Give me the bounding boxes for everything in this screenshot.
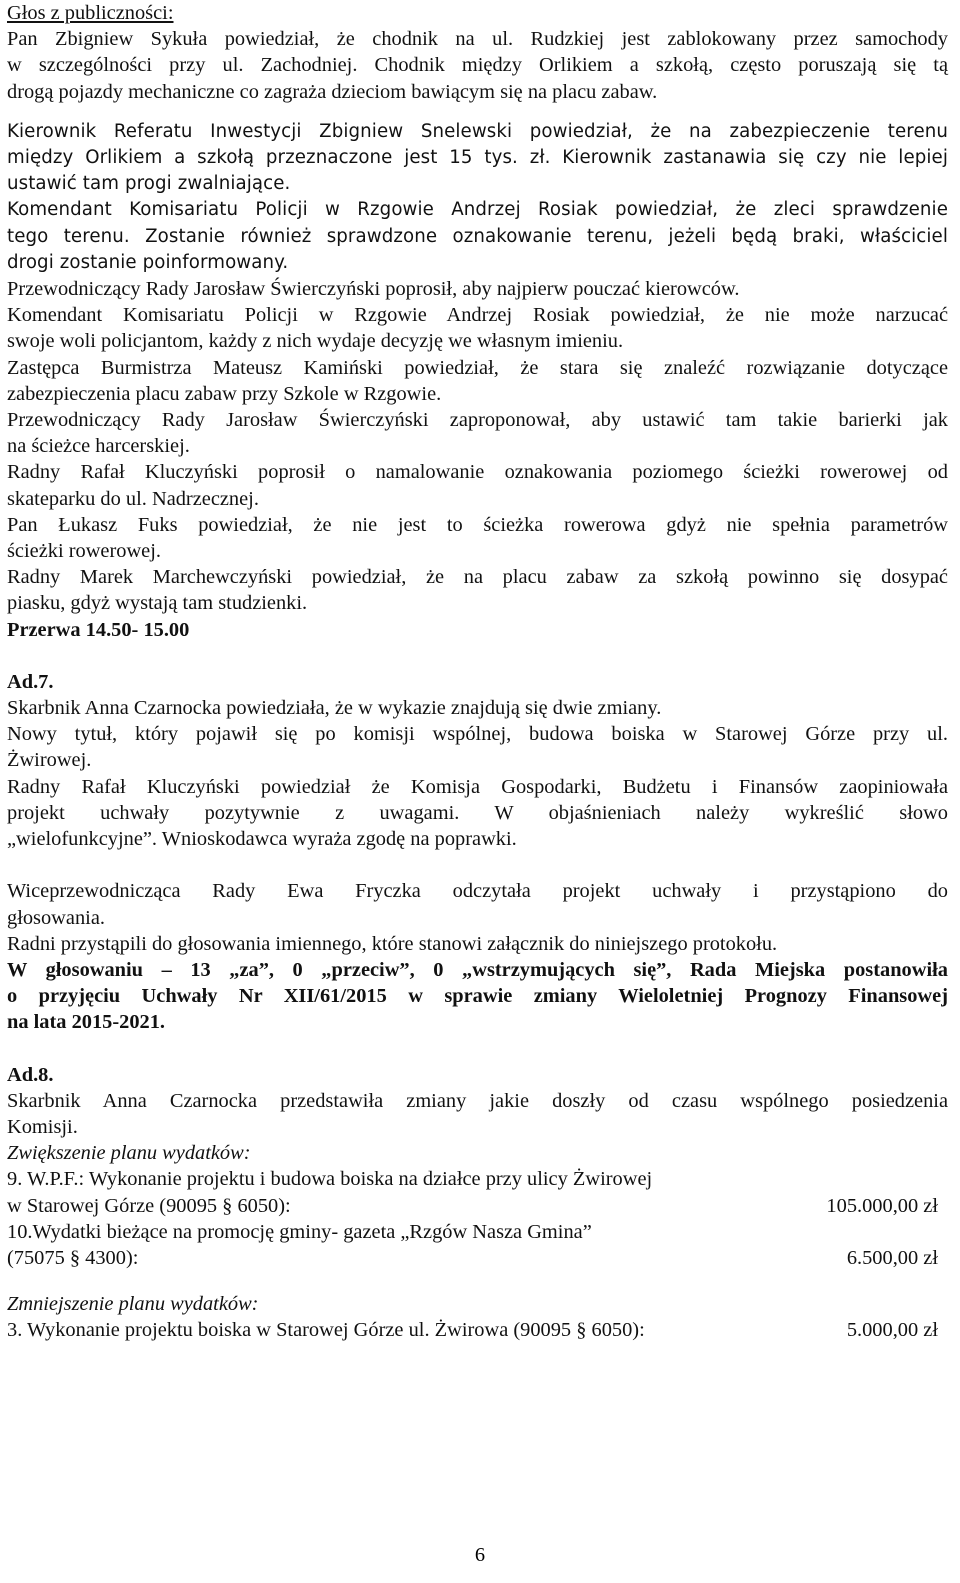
text-line: ustawić tam progi zwalniające. <box>7 173 291 195</box>
agenda-heading-ad8: Ad.8. <box>7 1063 54 1086</box>
text-line: „wielofunkcyjne”. Wnioskodawca wyraża zgodę na poprawki. <box>7 828 517 851</box>
text-line: w szczególności przy ul. Zachodniej. Chodnik między Orlikiem a szkołą, często poruszają się tą <box>7 54 948 77</box>
budget-item-9-amount: 105.000,00 zł <box>826 1194 938 1217</box>
text-line: Skarbnik Anna Czarnocka powiedziała, że w wykazie znajdują się dwie zmiany. <box>7 697 662 720</box>
page-number: 6 <box>474 1544 486 1566</box>
text-line: Komendant Komisariatu Policji w Rzgowie Andrzej Rosiak powiedział, że zleci sprawdzenie <box>7 199 948 221</box>
text-line: Pan Zbigniew Sykuła powiedział, że chodnik na ul. Rudzkiej jest zablokowany przez samochody <box>7 28 948 51</box>
text-line: Radni przystąpili do głosowania imiennego, które stanowi załącznik do niniejszego protokołu. <box>7 932 778 955</box>
break-notice: Przerwa 14.50- 15.00 <box>7 618 190 641</box>
vote-result-line: na lata 2015-2021. <box>7 1011 166 1034</box>
budget-item-3-amount: 5.000,00 zł <box>846 1319 938 1342</box>
text-line: Radny Marek Marchewczyński powiedział, że na placu zabaw za szkołą powinno się dosypać <box>7 566 948 589</box>
document-page <box>7 0 948 1344</box>
budget-item-10-code: (75075 § 4300): <box>7 1246 139 1269</box>
text-line: tego terenu. Zostanie również sprawdzone oznakowanie terenu, jeżeli będą braki, właściciel <box>7 225 948 247</box>
text-line: na ścieżce harcerskiej. <box>7 435 190 458</box>
text-line: Radny Rafał Kluczyński powiedział że Komisja Gospodarki, Budżetu i Finansów zaopiniowała <box>7 775 948 798</box>
budget-item-9-code: w Starowej Górze (90095 § 6050): <box>7 1194 291 1217</box>
text-line: Komisji. <box>7 1115 78 1138</box>
text-line: Zastępca Burmistrza Mateusz Kamiński powiedział, że stara się znaleźć rozwiązanie dotyczące <box>7 356 948 379</box>
text-line: Wiceprzewodnicząca Rady Ewa Fryczka odczytała projekt uchwały i przystąpiono do <box>7 880 948 903</box>
budget-item-10-description: 10.Wydatki bieżące na promocję gminy- gazeta „Rzgów Nasza Gmina” <box>7 1220 592 1243</box>
text-line: Żwirowej. <box>7 749 92 772</box>
section-heading-public: Głos z publiczności: <box>7 2 174 24</box>
budget-item-10-row <box>7 1245 948 1271</box>
increase-label: Zwiększenie planu wydatków: <box>7 1142 251 1165</box>
vote-result-line: W głosowaniu – 13 „za”, 0 „przeciw”, 0 „wstrzymujących się”, Rada Miejska postanowiła <box>7 958 948 981</box>
text-line: Przewodniczący Rady Jarosław Świerczyński zaproponował, aby ustawić tam takie barierki jak <box>7 409 948 432</box>
text-line: Pan Łukasz Fuks powiedział, że nie jest to ścieżka rowerowa gdyż nie spełnia parametrów <box>7 513 948 536</box>
text-line: drogi zostanie poinformowany. <box>7 251 289 273</box>
text-line: zabezpieczenia placu zabaw przy Szkole w Rzgowie. <box>7 382 442 405</box>
text-line: drogą pojazdy mechaniczne co zagraża dzieciom bawiącym się na placu zabaw. <box>7 80 658 103</box>
budget-item-10-amount: 6.500,00 zł <box>846 1246 938 1269</box>
agenda-heading-ad7: Ad.7. <box>7 670 54 693</box>
text-line: ścieżki rowerowej. <box>7 540 161 563</box>
text-line: Radny Rafał Kluczyński poprosił o namalowanie oznakowania poziomego ścieżki rowerowej od <box>7 461 948 484</box>
text-line: skateparku do ul. Nadrzecznej. <box>7 487 259 510</box>
text-line: między Orlikiem a szkołą przeznaczone jest 15 tys. zł. Kierownik zastanawia się czy nie lepiej <box>7 147 948 169</box>
budget-item-3-description: 3. Wykonanie projektu boiska w Starowej Górze ul. Żwirowa (90095 § 6050): <box>7 1319 645 1342</box>
text-line: Komendant Komisariatu Policji w Rzgowie Andrzej Rosiak powiedział, że nie może narzucać <box>7 304 948 327</box>
discussion-block <box>7 119 948 276</box>
text-line: piasku, gdyż wystają tam studzienki. <box>7 592 308 615</box>
budget-item-9-description: 9. W.P.F.: Wykonanie projektu i budowa boiska na działce przy ulicy Żwirowej <box>7 1168 653 1191</box>
decrease-label: Zmniejszenie planu wydatków: <box>7 1293 259 1316</box>
budget-item-9-row <box>7 1193 948 1219</box>
text-line: Kierownik Referatu Inwestycji Zbigniew Snelewski powiedział, że na zabezpieczenie terenu <box>7 120 948 142</box>
budget-item-3-row <box>7 1317 948 1343</box>
vote-result-line: o przyjęciu Uchwały Nr XII/61/2015 w sprawie zmiany Wieloletniej Prognozy Finansowej <box>7 985 948 1008</box>
text-line: projekt uchwały pozytywnie z uwagami. W objaśnieniach należy wykreślić słowo <box>7 801 948 824</box>
text-line: Przewodniczący Rady Jarosław Świerczyński poprosił, aby najpierw pouczać kierowców. <box>7 278 740 301</box>
text-line: głosowania. <box>7 906 105 929</box>
text-line: Skarbnik Anna Czarnocka przedstawiła zmiany jakie doszły od czasu wspólnego posiedzenia <box>7 1089 948 1112</box>
text-line: Nowy tytuł, który pojawił się po komisji wspólnej, budowa boiska w Starowej Górze przy ul. <box>7 723 948 746</box>
text-line: swoje woli policjantom, każdy z nich wydaje decyzję we własnym imieniu. <box>7 330 624 353</box>
